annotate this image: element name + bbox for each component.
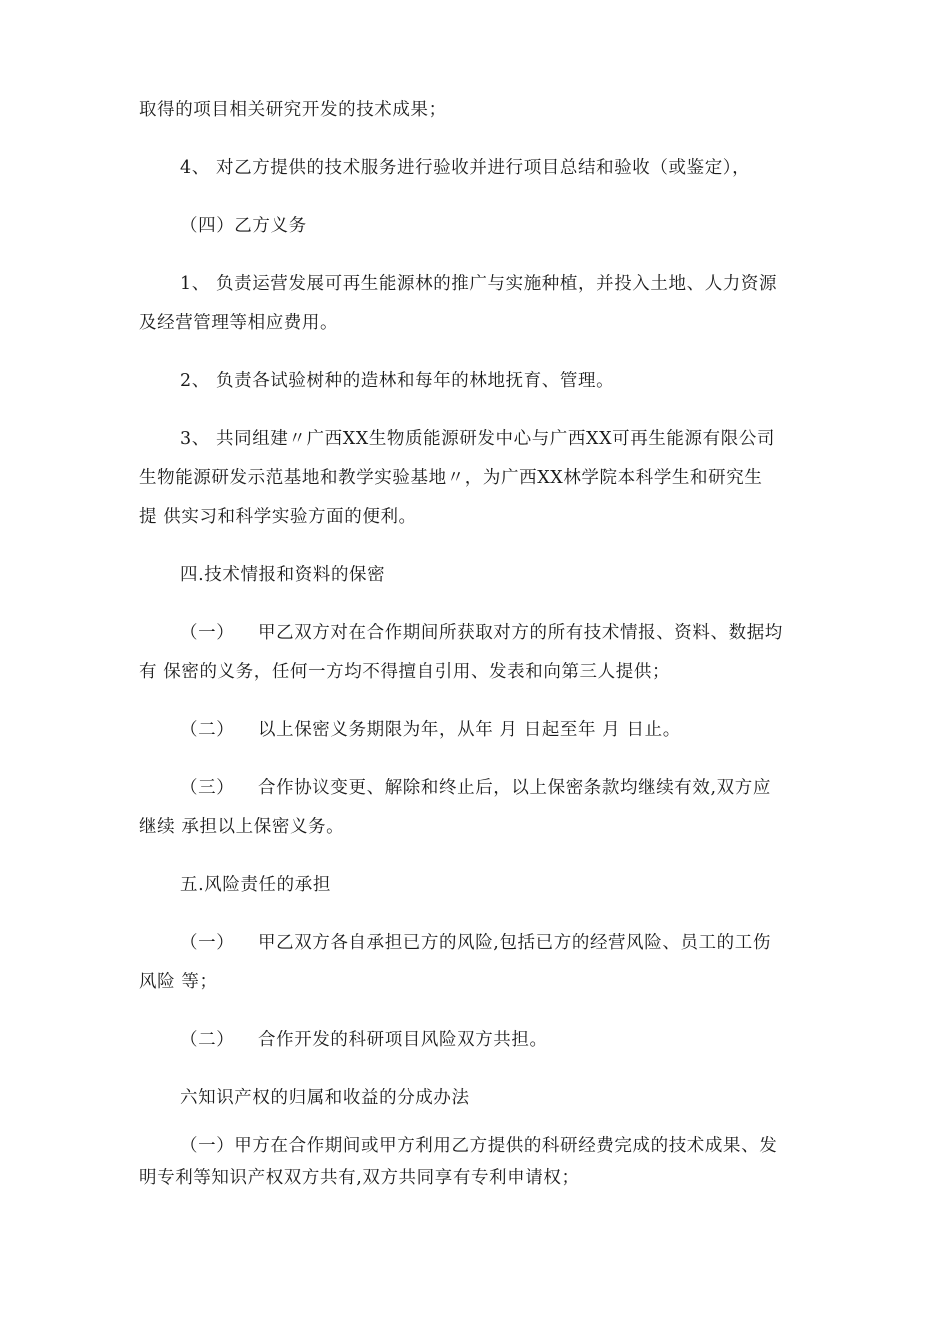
paragraph-line <box>180 621 783 645</box>
paragraph-line: 2、 负责各试验树种的造林和每年的林地抚育、管理。 <box>180 371 615 391</box>
paragraph-line <box>180 931 771 955</box>
section-heading: 六知识产权的归属和收益的分成办法 <box>180 1088 470 1108</box>
clause-number: （二） <box>180 1030 235 1050</box>
clause-text: 合作开发的科研项目风险双方共担。 <box>258 1030 548 1050</box>
section-heading: 五.风险责任的承担 <box>180 875 331 895</box>
clause-number: （一） <box>180 933 235 953</box>
clause-text: 以上保密义务期限为年，从年 月 日起至年 月 日止。 <box>258 720 681 740</box>
paragraph-line: 生物能源研发示范基地和教学实验基地〃，为广西XX林学院本科学生和研究生 <box>139 468 763 488</box>
clause-number: （一） <box>180 623 235 643</box>
clause-number: （三） <box>180 778 235 798</box>
paragraph-line <box>180 776 771 800</box>
paragraph-line <box>180 1028 548 1052</box>
paragraph-line: 4、 对乙方提供的技术服务进行验收并进行项目总结和验收（或鉴定）， <box>180 158 751 178</box>
paragraph-line: 3、 共同组建〃广西XX生物质能源研发中心与广西XX可再生能源有限公司 <box>180 429 776 449</box>
clause-number: （二） <box>180 720 235 740</box>
paragraph-line: 及经营管理等相应费用。 <box>139 313 339 333</box>
clause-text: 合作协议变更、解除和终止后，以上保密条款均继续有效,双方应 <box>258 778 771 798</box>
paragraph-line: 继续 承担以上保密义务。 <box>139 817 345 837</box>
paragraph-line: 提 供实习和科学实验方面的便利。 <box>139 507 417 527</box>
clause-text: 甲乙双方对在合作期间所获取对方的所有技术情报、资料、数据均 <box>258 623 783 643</box>
clause-text: 甲乙双方各自承担已方的风险,包括已方的经营风险、员工的工伤 <box>258 933 771 953</box>
paragraph-line: 有 保密的义务，任何一方均不得擅自引用、发表和向第三人提供； <box>139 662 671 682</box>
section-heading: 四.技术情报和资料的保密 <box>180 565 386 585</box>
paragraph-line: 明专利等知识产权双方共有,双方共同享有专利申请权； <box>139 1168 580 1188</box>
paragraph-line <box>180 718 681 742</box>
section-heading: （四）乙方义务 <box>180 216 307 236</box>
paragraph-line: 风险 等； <box>139 972 218 992</box>
paragraph-line: （一）甲方在合作期间或甲方利用乙方提供的科研经费完成的技术成果、发 <box>180 1136 778 1156</box>
paragraph-line: 取得的项目相关研究开发的技术成果； <box>139 100 447 120</box>
paragraph-line: 1、 负责运营发展可再生能源林的推广与实施种植，并投入土地、人力资源 <box>180 274 778 294</box>
